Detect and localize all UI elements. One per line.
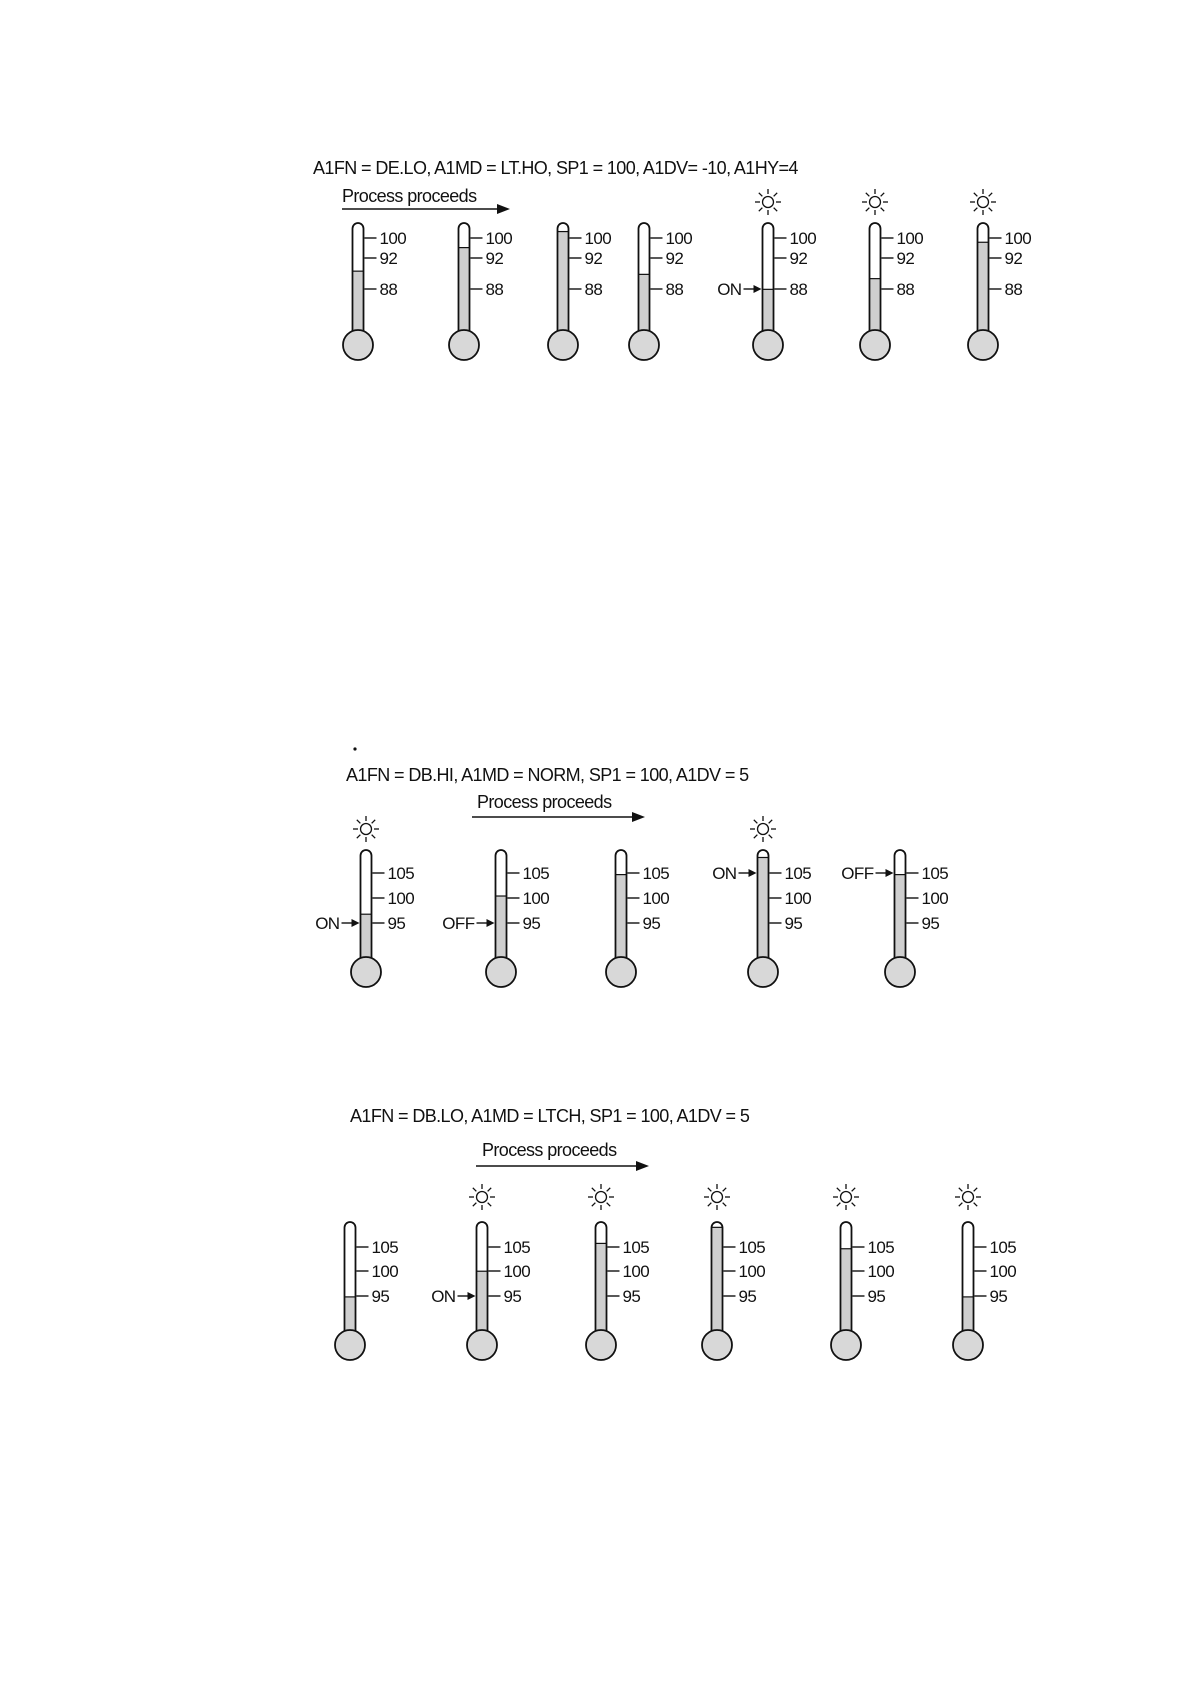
scale-tick-label: 100 <box>921 889 949 908</box>
lamp-on-icon <box>955 1184 981 1210</box>
scale-tick-label: 105 <box>622 1238 650 1257</box>
scale-tick-label: 88 <box>379 280 398 299</box>
lamp-on-icon <box>750 816 776 842</box>
thermometer-liquid <box>842 1249 851 1333</box>
thermometer-liquid <box>460 248 469 334</box>
thermometer-bulb <box>449 330 479 360</box>
scale-tick-label: 88 <box>665 280 684 299</box>
scale-tick-label: 92 <box>896 249 915 268</box>
scale-tick-label: 88 <box>584 280 603 299</box>
scale-tick-label: 92 <box>379 249 398 268</box>
scale-tick-label: 100 <box>503 1262 531 1281</box>
scale-tick-label: 95 <box>867 1287 886 1306</box>
lamp-on-icon <box>469 1184 495 1210</box>
thermometer-liquid <box>597 1243 606 1333</box>
scale-tick-label: 105 <box>921 864 949 883</box>
thermometer-bulb <box>629 330 659 360</box>
thermometer-bulb <box>335 1330 365 1360</box>
scale-tick-label: 100 <box>379 229 407 248</box>
scale-tick-label: 105 <box>371 1238 399 1257</box>
thermometer-bulb <box>831 1330 861 1360</box>
thermometer-liquid <box>497 896 506 961</box>
lamp-on-icon <box>833 1184 859 1210</box>
thermometer-liquid <box>346 1297 355 1333</box>
thermometer-bulb <box>968 330 998 360</box>
scale-tick-label: 105 <box>784 864 812 883</box>
lamp-on-icon <box>704 1184 730 1210</box>
scale-tick-label: 92 <box>665 249 684 268</box>
thermometer-liquid <box>713 1227 722 1333</box>
thermometer-bulb <box>753 330 783 360</box>
thermometer-liquid <box>478 1271 487 1333</box>
thermometer-bulb <box>548 330 578 360</box>
diagram-3-process-label: Process proceeds <box>482 1140 617 1160</box>
scale-tick-label: 95 <box>784 914 803 933</box>
scale-tick-label: 92 <box>584 249 603 268</box>
diagram-1-process-label: Process proceeds <box>342 186 477 206</box>
lamp-on-icon <box>588 1184 614 1210</box>
marker-label: ON <box>717 280 742 299</box>
scale-tick-label: 95 <box>921 914 940 933</box>
marker-label: OFF <box>841 864 874 883</box>
thermometer-liquid <box>559 232 568 334</box>
scale-tick-label: 88 <box>896 280 915 299</box>
thermometer-liquid <box>617 875 626 961</box>
lamp-on-icon <box>970 189 996 215</box>
scale-tick-label: 100 <box>738 1262 766 1281</box>
scale-tick-label: 95 <box>738 1287 757 1306</box>
thermometer-liquid <box>640 274 649 334</box>
thermometer-liquid <box>964 1297 973 1333</box>
scale-tick-label: 92 <box>789 249 808 268</box>
diagram-1-header: A1FN = DE.LO, A1MD = LT.HO, SP1 = 100, A1DV= -10, A1HY=4 <box>313 158 798 178</box>
thermometer-bulb <box>885 957 915 987</box>
scale-tick-label: 105 <box>867 1238 895 1257</box>
thermometer-liquid <box>362 914 371 961</box>
thermometer-liquid <box>979 242 988 334</box>
marker-label: ON <box>315 914 340 933</box>
thermometer-bulb <box>467 1330 497 1360</box>
scale-tick-label: 92 <box>485 249 504 268</box>
scale-tick-label: 100 <box>387 889 415 908</box>
scale-tick-label: 105 <box>738 1238 766 1257</box>
thermometer-bulb <box>748 957 778 987</box>
lamp-on-icon <box>755 189 781 215</box>
scale-tick-label: 100 <box>896 229 924 248</box>
thermometer-bulb <box>606 957 636 987</box>
thermometer-bulb <box>486 957 516 987</box>
scale-tick-label: 100 <box>522 889 550 908</box>
stray-dot <box>353 747 356 750</box>
scale-tick-label: 100 <box>642 889 670 908</box>
thermometer-liquid <box>896 875 905 961</box>
scale-tick-label: 95 <box>642 914 661 933</box>
scale-tick-label: 100 <box>622 1262 650 1281</box>
scale-tick-label: 105 <box>522 864 550 883</box>
scale-tick-label: 100 <box>485 229 513 248</box>
scale-tick-label: 95 <box>989 1287 1008 1306</box>
marker-label: OFF <box>442 914 475 933</box>
scale-tick-label: 100 <box>371 1262 399 1281</box>
thermometer-liquid <box>871 279 880 334</box>
thermometer-bulb <box>702 1330 732 1360</box>
diagram-2-process-label: Process proceeds <box>477 792 612 812</box>
thermometer-liquid <box>759 857 768 961</box>
scale-tick-label: 105 <box>989 1238 1017 1257</box>
scale-tick-label: 95 <box>503 1287 522 1306</box>
scale-tick-label: 100 <box>784 889 812 908</box>
scale-tick-label: 100 <box>867 1262 895 1281</box>
thermometer-bulb <box>953 1330 983 1360</box>
thermometer-liquid <box>354 271 363 334</box>
scale-tick-label: 100 <box>665 229 693 248</box>
scale-tick-label: 105 <box>387 864 415 883</box>
marker-label: ON <box>712 864 737 883</box>
marker-label: ON <box>431 1287 456 1306</box>
scale-tick-label: 100 <box>1004 229 1032 248</box>
scale-tick-label: 100 <box>584 229 612 248</box>
thermometer-liquid <box>764 289 773 334</box>
thermometer-bulb <box>343 330 373 360</box>
scale-tick-label: 105 <box>642 864 670 883</box>
scale-tick-label: 95 <box>522 914 541 933</box>
thermometer-bulb <box>860 330 890 360</box>
diagram-2-header: A1FN = DB.HI, A1MD = NORM, SP1 = 100, A1DV = 5 <box>346 765 749 785</box>
scale-tick-label: 88 <box>1004 280 1023 299</box>
thermometer-bulb <box>586 1330 616 1360</box>
scale-tick-label: 100 <box>989 1262 1017 1281</box>
scale-tick-label: 88 <box>789 280 808 299</box>
scale-tick-label: 105 <box>503 1238 531 1257</box>
scale-tick-label: 95 <box>622 1287 641 1306</box>
scale-tick-label: 95 <box>371 1287 390 1306</box>
scale-tick-label: 88 <box>485 280 504 299</box>
diagram-3-header: A1FN = DB.LO, A1MD = LTCH, SP1 = 100, A1DV = 5 <box>350 1106 750 1126</box>
thermometer-bulb <box>351 957 381 987</box>
scale-tick-label: 92 <box>1004 249 1023 268</box>
scale-tick-label: 95 <box>387 914 406 933</box>
lamp-on-icon <box>353 816 379 842</box>
lamp-on-icon <box>862 189 888 215</box>
scale-tick-label: 100 <box>789 229 817 248</box>
